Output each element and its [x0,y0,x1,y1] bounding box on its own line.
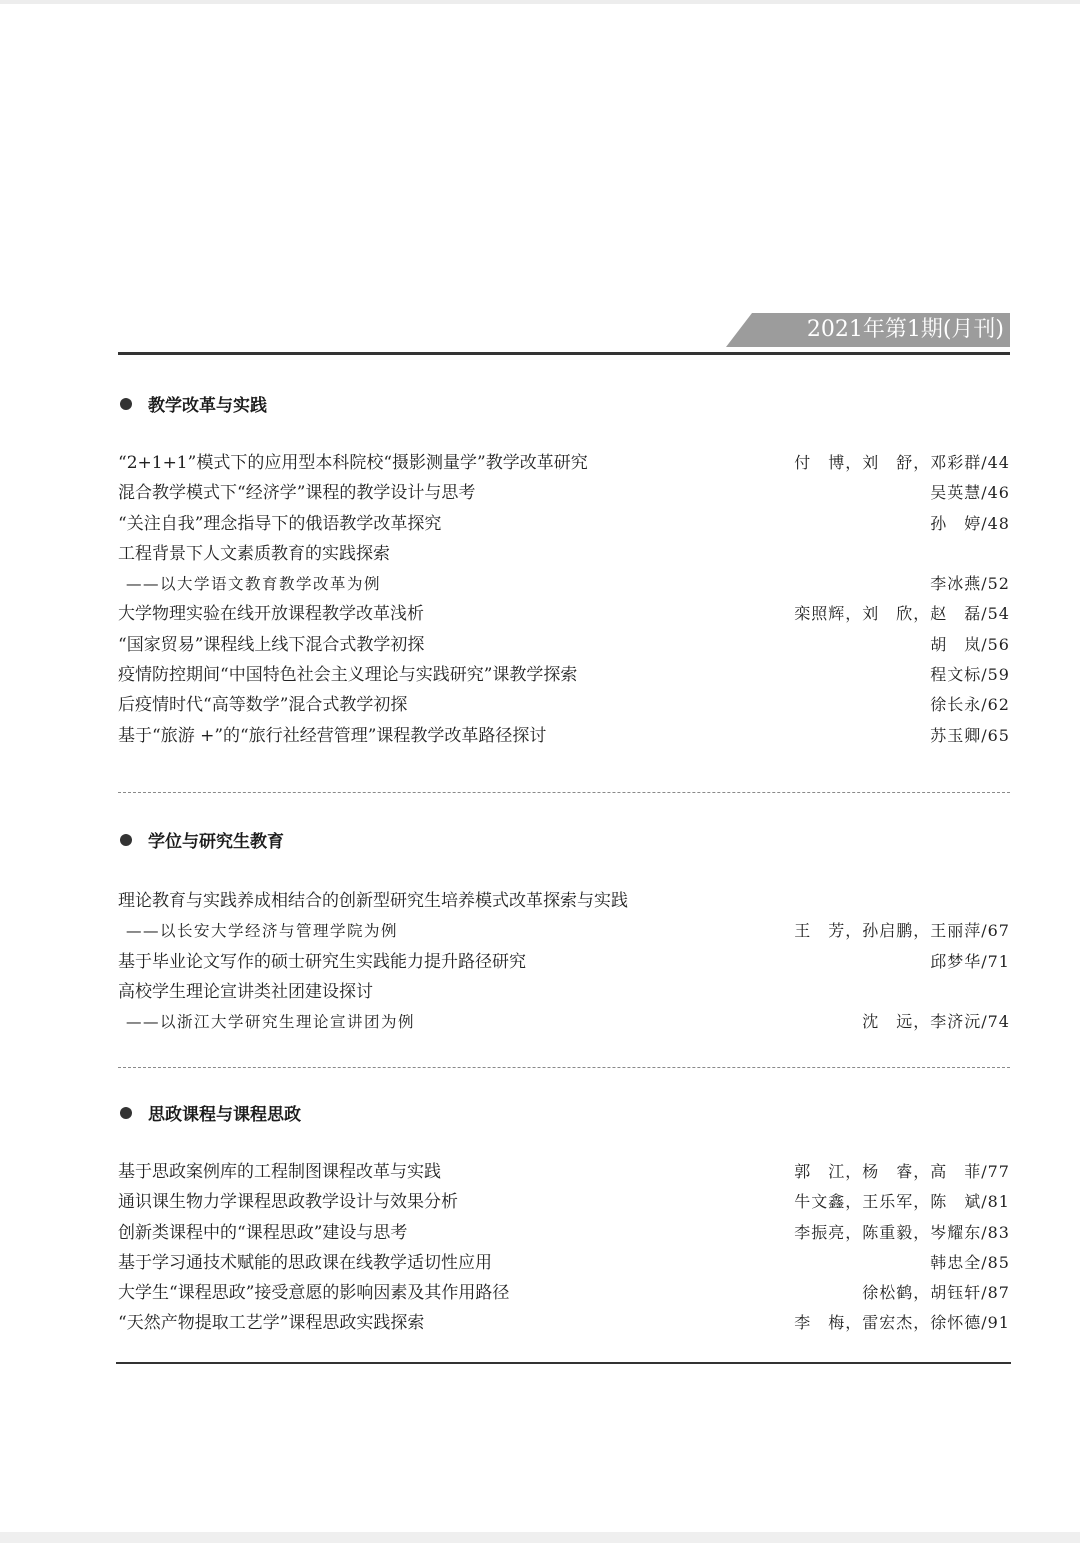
entry-title: 大学生“课程思政”接受意愿的影响因素及其作用路径 [118,1283,510,1304]
section-heading-ideological-courses [120,1102,301,1128]
toc-entry[interactable] [118,599,1010,629]
page-bottom-edge [0,1532,1080,1543]
entry-author-page: 王 芳，孙启鹏，王丽萍/67 [794,921,1010,941]
entry-author-page: 邱梦华/71 [930,951,1010,971]
entry-author-page: 李振亮，陈重毅，岑耀东/83 [794,1222,1010,1242]
issue-label: 2021年第1期(月刊) [806,317,1004,342]
entry-author-page: 韩忠全/85 [930,1252,1010,1272]
entry-author-page: 孙 婷/48 [930,513,1010,533]
header-rule [118,352,1010,355]
entry-author-page: 李 梅，雷宏杰，徐怀德/91 [794,1313,1010,1333]
toc-section-ideological-courses [118,1157,1010,1339]
footer-rule [116,1362,1011,1364]
bullet-icon [120,398,132,410]
entry-author-page: 李冰燕/52 [930,574,1010,594]
toc-entry[interactable] [118,1248,1010,1278]
entry-subtitle: ——以长安大学经济与管理学院为例 [126,922,399,941]
entry-title: 基于学习通技术赋能的思政课在线教学适切性应用 [118,1252,492,1273]
section-heading-teaching-reform [120,393,267,419]
entry-title: 工程背景下人文素质教育的实践探索 [118,543,390,564]
entry-author-page: 徐长永/62 [930,695,1010,715]
entry-author-page: 郭 江，杨 睿，高 菲/77 [794,1162,1010,1181]
section-divider [118,792,1010,793]
section-heading-graduate-education [120,829,284,855]
entry-title: 基于毕业论文写作的硕士研究生实践能力提升路径研究 [118,951,526,972]
entry-author-page: 程文标/59 [930,665,1010,685]
entry-title: 疫情防控期间“中国特色社会主义理论与实践研究”课教学探索 [118,665,578,686]
toc-entry[interactable] [118,886,1010,916]
entry-title: “天然产物提取工艺学”课程思政实践探索 [118,1313,425,1334]
entry-author-page: 吴英慧/46 [930,483,1010,503]
toc-entry[interactable] [118,1308,1010,1338]
toc-entry[interactable] [118,448,1010,478]
toc-entry[interactable] [118,977,1010,1007]
bullet-icon [120,1107,132,1119]
entry-author-page: 苏玉卿/65 [930,725,1010,745]
toc-entry[interactable] [118,1187,1010,1217]
toc-entry[interactable] [118,1278,1010,1308]
toc-entry[interactable] [118,478,1010,508]
toc-entry[interactable] [118,539,1010,569]
entry-author-page: 徐松鹤，胡钰轩/87 [862,1283,1010,1303]
entry-title: 基于思政案例库的工程制图课程改革与实践 [118,1162,441,1182]
toc-entry[interactable] [118,1218,1010,1248]
entry-author-page: 沈 远，李济沅/74 [862,1012,1010,1032]
entry-title: 通识课生物力学课程思政教学设计与效果分析 [118,1192,458,1213]
toc-entry[interactable] [118,721,1010,751]
toc-entry[interactable] [118,1157,1010,1187]
entry-title: 高校学生理论宣讲类社团建设探讨 [118,981,373,1002]
entry-title: “关注自我”理念指导下的俄语教学改革探究 [118,513,442,534]
entry-title: 后疫情时代“高等数学”混合式教学初探 [118,695,408,716]
section-divider [118,1067,1010,1068]
section-heading-text: 教学改革与实践 [148,396,267,416]
toc-entry[interactable] [118,509,1010,539]
section-heading-text: 思政课程与课程思政 [148,1105,301,1125]
entry-title: 混合教学模式下“经济学”课程的教学设计与思考 [118,483,476,504]
entry-title: “国家贸易”课程线上线下混合式教学初探 [118,634,425,655]
entry-author-page: 胡 岚/56 [930,634,1010,654]
entry-title: 大学物理实验在线开放课程教学改革浅析 [118,604,424,625]
toc-entry-subtitle[interactable] [118,916,1010,946]
entry-author-page: 栾照辉，刘 欣，赵 磊/54 [794,604,1010,624]
entry-author-page: 付 博，刘 舒，邓彩群/44 [794,453,1010,472]
entry-title: 理论教育与实践养成相结合的创新型研究生培养模式改革探索与实践 [118,891,628,911]
toc-entry-subtitle[interactable] [118,569,1010,599]
entry-title: 创新类课程中的“课程思政”建设与思考 [118,1222,408,1243]
bullet-icon [120,834,132,846]
toc-section-teaching-reform [118,448,1010,751]
page-top-edge [0,0,1080,4]
toc-entry[interactable] [118,660,1010,690]
entry-subtitle: ——以浙江大学研究生理论宣讲团为例 [126,1013,416,1032]
entry-author-page: 牛文鑫，王乐军，陈 斌/81 [794,1192,1010,1212]
entry-subtitle: ——以大学语文教育教学改革为例 [126,575,382,594]
toc-section-graduate-education [118,886,1010,1037]
entry-title: “2+1+1”模式下的应用型本科院校“摄影测量学”教学改革研究 [118,453,588,473]
toc-entry[interactable] [118,947,1010,977]
toc-entry[interactable] [118,690,1010,720]
entry-title: 基于“旅游 +”的“旅行社经营管理”课程教学改革路径探讨 [118,725,547,746]
toc-entry-subtitle[interactable] [118,1007,1010,1037]
section-heading-text: 学位与研究生教育 [148,832,284,852]
toc-entry[interactable] [118,630,1010,660]
